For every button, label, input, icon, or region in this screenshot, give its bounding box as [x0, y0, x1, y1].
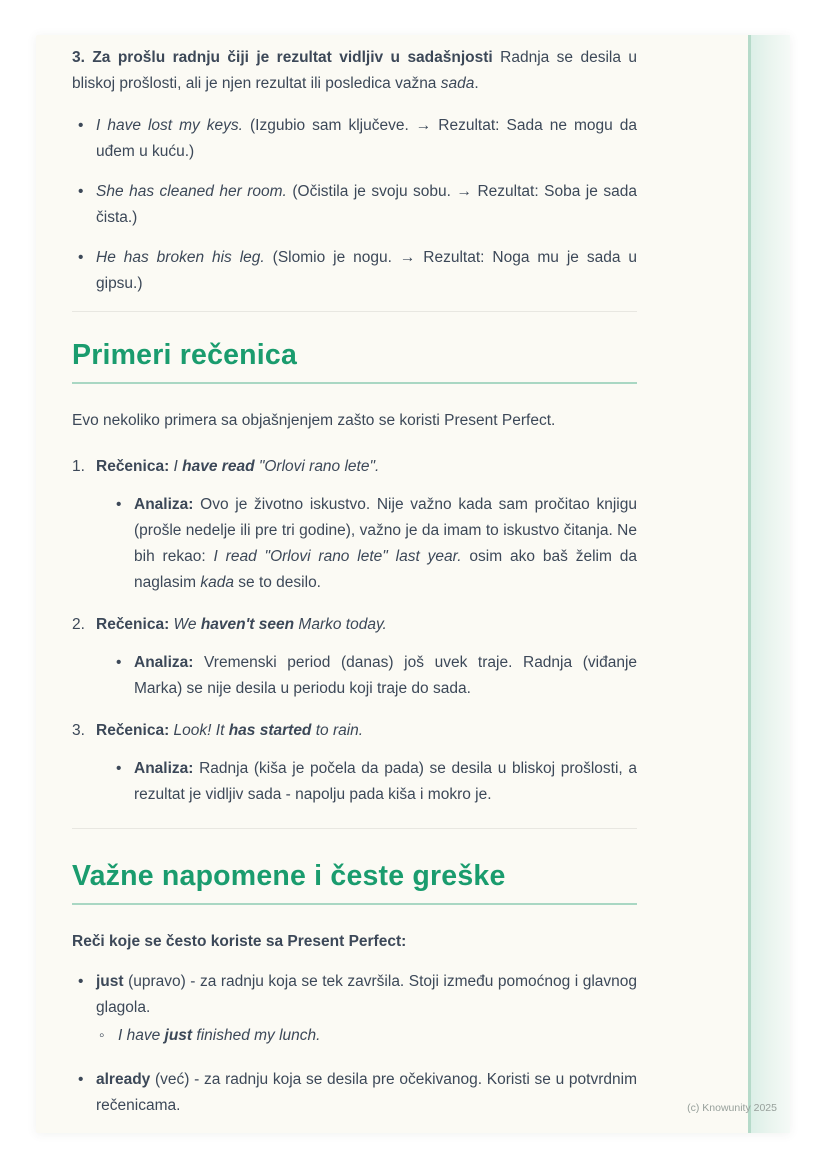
- section-divider: [72, 828, 637, 829]
- note-example-list: [96, 1023, 637, 1049]
- note-text: just (upravo) - za radnju koja se tek završila. Stoji između pomoćnog i glavnog glagola.: [96, 973, 637, 1016]
- example-sentence: Rečenica: I have read "Orlovi rano lete".: [96, 458, 380, 475]
- document-content: [72, 45, 637, 1119]
- section-heading-primeri-recenica: Primeri rečenica: [72, 336, 637, 384]
- analysis-list: [112, 492, 637, 596]
- bullet-item: • He has broken his leg. (Slomio je nogu. → Rezultat: Noga mu je sada u gipsu.): [72, 245, 637, 297]
- examples-numbered-list: [72, 454, 637, 808]
- knowunity-watermark: (c) Knowunity 2025: [687, 1102, 777, 1114]
- bullet-item: • I have lost my keys. (Izgubio sam ključeve. → Rezultat: Sada ne mogu da uđem u kuću.): [72, 113, 637, 165]
- numbered-item: [72, 454, 637, 596]
- analysis-item: • Analiza: Radnja (kiša je počela da pada) se desila u bliskoj prošlosti, a rezultat je vidljiv sada - napolju pada kiša i mokro je.: [112, 756, 637, 808]
- intro-paragraph: 3. Za prošlu radnju čiji je rezultat vidljiv u sadašnjosti Radnja se desila u bliskoj prošlosti, ali je njen rezultat ili posledica važna sada.: [72, 49, 637, 92]
- numbered-item: [72, 718, 637, 808]
- analysis-list: [112, 650, 637, 702]
- section-divider: [72, 311, 637, 312]
- bullet-item: [72, 1067, 637, 1119]
- notes-bullet-list: [72, 969, 637, 1119]
- page-edge-accent-strip: [748, 35, 790, 1133]
- section1-intro-text: Evo nekoliko primera sa objašnjenjem zašto se koristi Present Perfect.: [72, 412, 556, 429]
- analysis-item: • Analiza: Ovo je životno iskustvo. Nije važno kada sam pročitao knjigu (prošle nedelje ili pre tri godine), važno je da imam to iskustvo čitanja. Ne bih rekao: I read "Orlovi rano lete" last year. osim ako baš želim da naglasim kada se to desilo.: [112, 492, 637, 596]
- section-heading-vazne-napomene: Važne napomene i česte greške: [72, 857, 637, 905]
- example-sentence: Rečenica: We haven't seen Marko today.: [96, 616, 387, 633]
- bullet-item: • She has cleaned her room. (Očistila je svoju sobu. → Rezultat: Soba je sada čista.): [72, 179, 637, 231]
- note-example: ◦ I have just finished my lunch.: [96, 1023, 637, 1049]
- analysis-item: • Analiza: Vremenski period (danas) još uvek traje. Radnja (viđanje Marka) se nije desila u periodu koji traje do sada.: [112, 650, 637, 702]
- example-sentence: Rečenica: Look! It has started to rain.: [96, 722, 364, 739]
- numbered-item: [72, 612, 637, 702]
- item-number: 2.: [72, 616, 85, 633]
- analysis-list: [112, 756, 637, 808]
- document-page: [36, 35, 790, 1133]
- bullet-item: [72, 969, 637, 1049]
- note-text: already (već) - za radnju koja se desila pre očekivanog. Koristi se u potvrdnim rečenicama.: [96, 1071, 637, 1114]
- notes-subheading: Reči koje se često koriste sa Present Perfect:: [72, 933, 407, 950]
- item-number: 3.: [72, 722, 85, 739]
- item-number: 1.: [72, 458, 85, 475]
- intro-bullet-list: [72, 113, 637, 297]
